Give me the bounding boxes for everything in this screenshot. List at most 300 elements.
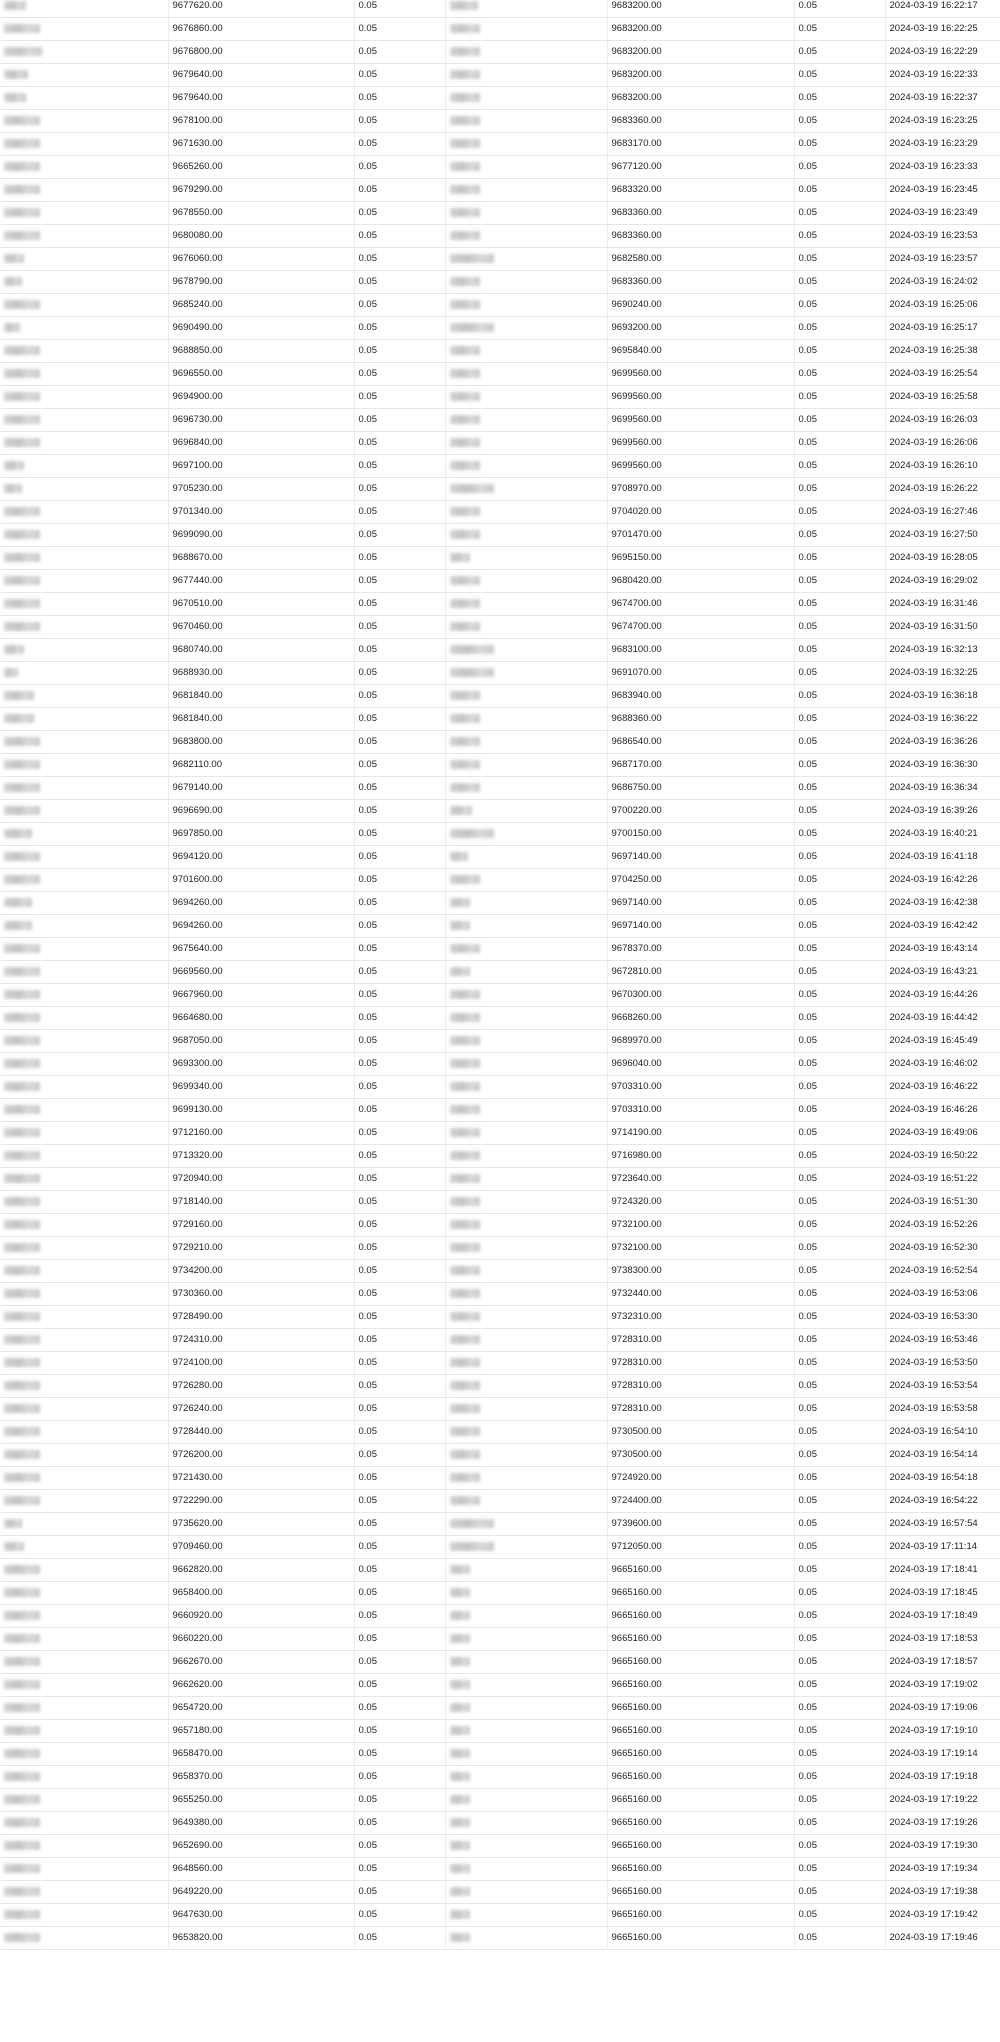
timestamp-cell: 2024-03-19 16:23:25 xyxy=(885,109,1000,132)
timestamp-cell: 2024-03-19 16:36:26 xyxy=(885,730,1000,753)
redaction-blur xyxy=(4,208,40,217)
price-b-cell: 9665160.00 xyxy=(607,1627,794,1650)
table-row xyxy=(0,1305,1000,1328)
rate-a-cell: 0.05 xyxy=(354,431,445,454)
rate-b-cell: 0.05 xyxy=(794,1581,885,1604)
timestamp-cell: 2024-03-19 16:22:37 xyxy=(885,86,1000,109)
redaction-blur xyxy=(450,277,480,286)
redacted-name-b xyxy=(445,1420,607,1443)
rate-b-cell: 0.05 xyxy=(794,684,885,707)
price-b-cell: 9732310.00 xyxy=(607,1305,794,1328)
redacted-name-a xyxy=(0,316,168,339)
redacted-name-b xyxy=(445,1144,607,1167)
price-a-cell: 9678790.00 xyxy=(168,270,354,293)
timestamp-cell: 2024-03-19 16:49:06 xyxy=(885,1121,1000,1144)
redacted-name-b xyxy=(445,1121,607,1144)
redacted-name-b xyxy=(445,1052,607,1075)
timestamp-cell: 2024-03-19 16:26:06 xyxy=(885,431,1000,454)
redacted-name-a xyxy=(0,661,168,684)
redaction-blur xyxy=(450,438,480,447)
rate-b-cell: 0.05 xyxy=(794,707,885,730)
price-a-cell: 9670510.00 xyxy=(168,592,354,615)
table-row xyxy=(0,1397,1000,1420)
redacted-name-b xyxy=(445,17,607,40)
price-a-cell: 9693300.00 xyxy=(168,1052,354,1075)
price-b-cell: 9699560.00 xyxy=(607,408,794,431)
rate-b-cell: 0.05 xyxy=(794,293,885,316)
rate-b-cell: 0.05 xyxy=(794,132,885,155)
table-row xyxy=(0,891,1000,914)
table-row xyxy=(0,1604,1000,1627)
redaction-blur xyxy=(4,1036,40,1045)
price-b-cell: 9674700.00 xyxy=(607,592,794,615)
price-b-cell: 9674700.00 xyxy=(607,615,794,638)
redaction-blur xyxy=(4,369,40,378)
price-a-cell: 9654720.00 xyxy=(168,1696,354,1719)
rate-b-cell: 0.05 xyxy=(794,1742,885,1765)
redaction-blur xyxy=(4,806,40,815)
redaction-blur xyxy=(450,875,480,884)
redaction-blur xyxy=(450,392,480,401)
redaction-blur xyxy=(4,507,40,516)
redacted-name-b xyxy=(445,1558,607,1581)
price-b-cell: 9699560.00 xyxy=(607,385,794,408)
rate-b-cell: 0.05 xyxy=(794,109,885,132)
table-row xyxy=(0,500,1000,523)
timestamp-cell: 2024-03-19 17:19:06 xyxy=(885,1696,1000,1719)
price-b-cell: 9665160.00 xyxy=(607,1673,794,1696)
redaction-blur xyxy=(4,1312,40,1321)
rate-b-cell: 0.05 xyxy=(794,1696,885,1719)
price-a-cell: 9724100.00 xyxy=(168,1351,354,1374)
redacted-name-b xyxy=(445,247,607,270)
price-b-cell: 9697140.00 xyxy=(607,914,794,937)
redacted-name-a xyxy=(0,132,168,155)
price-a-cell: 9696690.00 xyxy=(168,799,354,822)
redaction-blur xyxy=(4,1427,40,1436)
redacted-name-a xyxy=(0,1282,168,1305)
rate-b-cell: 0.05 xyxy=(794,1558,885,1581)
rate-b-cell: 0.05 xyxy=(794,1098,885,1121)
redaction-blur xyxy=(450,1036,480,1045)
redacted-name-b xyxy=(445,1926,607,1949)
redacted-name-b xyxy=(445,638,607,661)
redaction-blur xyxy=(450,1450,480,1459)
redacted-name-b xyxy=(445,316,607,339)
price-b-cell: 9697140.00 xyxy=(607,845,794,868)
timestamp-cell: 2024-03-19 16:23:57 xyxy=(885,247,1000,270)
redaction-blur xyxy=(450,530,480,539)
redacted-name-b xyxy=(445,1788,607,1811)
redaction-blur xyxy=(4,1726,40,1735)
timestamp-cell: 2024-03-19 16:40:21 xyxy=(885,822,1000,845)
price-b-cell: 9683200.00 xyxy=(607,17,794,40)
redacted-name-a xyxy=(0,40,168,63)
timestamp-cell: 2024-03-19 16:23:29 xyxy=(885,132,1000,155)
redaction-blur xyxy=(4,1795,40,1804)
price-b-cell: 9683360.00 xyxy=(607,201,794,224)
rate-b-cell: 0.05 xyxy=(794,17,885,40)
price-a-cell: 9734200.00 xyxy=(168,1259,354,1282)
redaction-blur xyxy=(4,668,18,677)
timestamp-cell: 2024-03-19 16:39:26 xyxy=(885,799,1000,822)
table-row xyxy=(0,1052,1000,1075)
rate-a-cell: 0.05 xyxy=(354,1397,445,1420)
rate-a-cell: 0.05 xyxy=(354,477,445,500)
redaction-blur xyxy=(450,1496,480,1505)
table-row xyxy=(0,592,1000,615)
rate-a-cell: 0.05 xyxy=(354,63,445,86)
redacted-name-b xyxy=(445,1535,607,1558)
table-row xyxy=(0,638,1000,661)
timestamp-cell: 2024-03-19 16:22:25 xyxy=(885,17,1000,40)
redaction-blur xyxy=(450,139,480,148)
price-a-cell: 9709460.00 xyxy=(168,1535,354,1558)
rate-a-cell: 0.05 xyxy=(354,1742,445,1765)
redaction-blur xyxy=(450,1059,480,1068)
table-row xyxy=(0,1581,1000,1604)
price-a-cell: 9677440.00 xyxy=(168,569,354,592)
redacted-name-a xyxy=(0,500,168,523)
redaction-blur xyxy=(4,1703,40,1712)
redaction-blur xyxy=(4,898,32,907)
rate-a-cell: 0.05 xyxy=(354,1466,445,1489)
redaction-blur xyxy=(4,990,40,999)
redacted-name-a xyxy=(0,1213,168,1236)
redacted-name-b xyxy=(445,224,607,247)
timestamp-cell: 2024-03-19 17:19:38 xyxy=(885,1880,1000,1903)
price-b-cell: 9683200.00 xyxy=(607,86,794,109)
redaction-blur xyxy=(4,1174,40,1183)
price-a-cell: 9671630.00 xyxy=(168,132,354,155)
table-row xyxy=(0,730,1000,753)
price-b-cell: 9695150.00 xyxy=(607,546,794,569)
redacted-name-b xyxy=(445,1466,607,1489)
rate-b-cell: 0.05 xyxy=(794,1305,885,1328)
price-b-cell: 9665160.00 xyxy=(607,1811,794,1834)
price-a-cell: 9649220.00 xyxy=(168,1880,354,1903)
timestamp-cell: 2024-03-19 16:32:25 xyxy=(885,661,1000,684)
redaction-blur xyxy=(450,622,480,631)
price-a-cell: 9679640.00 xyxy=(168,63,354,86)
price-b-cell: 9665160.00 xyxy=(607,1765,794,1788)
price-a-cell: 9728490.00 xyxy=(168,1305,354,1328)
rate-a-cell: 0.05 xyxy=(354,17,445,40)
rate-b-cell: 0.05 xyxy=(794,1351,885,1374)
price-a-cell: 9696550.00 xyxy=(168,362,354,385)
redaction-blur xyxy=(450,1519,494,1528)
price-a-cell: 9677620.00 xyxy=(168,0,354,17)
rate-a-cell: 0.05 xyxy=(354,1098,445,1121)
rate-a-cell: 0.05 xyxy=(354,339,445,362)
timestamp-cell: 2024-03-19 16:53:46 xyxy=(885,1328,1000,1351)
redacted-name-b xyxy=(445,707,607,730)
rate-a-cell: 0.05 xyxy=(354,155,445,178)
rate-b-cell: 0.05 xyxy=(794,1926,885,1949)
redacted-name-a xyxy=(0,1489,168,1512)
rate-a-cell: 0.05 xyxy=(354,362,445,385)
rate-a-cell: 0.05 xyxy=(354,592,445,615)
redaction-blur xyxy=(450,760,480,769)
timestamp-cell: 2024-03-19 16:50:22 xyxy=(885,1144,1000,1167)
timestamp-cell: 2024-03-19 16:25:54 xyxy=(885,362,1000,385)
table-row xyxy=(0,1857,1000,1880)
price-a-cell: 9678100.00 xyxy=(168,109,354,132)
redacted-name-b xyxy=(445,454,607,477)
rate-b-cell: 0.05 xyxy=(794,454,885,477)
redaction-blur xyxy=(450,645,494,654)
rate-a-cell: 0.05 xyxy=(354,247,445,270)
rate-a-cell: 0.05 xyxy=(354,1788,445,1811)
redacted-name-a xyxy=(0,1696,168,1719)
price-b-cell: 9703310.00 xyxy=(607,1075,794,1098)
rate-b-cell: 0.05 xyxy=(794,201,885,224)
redacted-name-b xyxy=(445,178,607,201)
price-b-cell: 9677120.00 xyxy=(607,155,794,178)
table-row xyxy=(0,1466,1000,1489)
table-row xyxy=(0,753,1000,776)
table-row xyxy=(0,1489,1000,1512)
rate-a-cell: 0.05 xyxy=(354,1420,445,1443)
redaction-blur xyxy=(450,254,494,263)
timestamp-cell: 2024-03-19 17:19:18 xyxy=(885,1765,1000,1788)
price-b-cell: 9680420.00 xyxy=(607,569,794,592)
price-b-cell: 9678370.00 xyxy=(607,937,794,960)
redacted-name-a xyxy=(0,155,168,178)
rate-a-cell: 0.05 xyxy=(354,1512,445,1535)
redaction-blur xyxy=(4,852,40,861)
price-a-cell: 9694260.00 xyxy=(168,891,354,914)
redacted-name-b xyxy=(445,40,607,63)
price-b-cell: 9683360.00 xyxy=(607,109,794,132)
rate-a-cell: 0.05 xyxy=(354,408,445,431)
redacted-name-b xyxy=(445,109,607,132)
redaction-blur xyxy=(450,1289,480,1298)
price-a-cell: 9722290.00 xyxy=(168,1489,354,1512)
rate-a-cell: 0.05 xyxy=(354,1006,445,1029)
rate-a-cell: 0.05 xyxy=(354,1075,445,1098)
redacted-name-a xyxy=(0,270,168,293)
table-row xyxy=(0,868,1000,891)
price-a-cell: 9688850.00 xyxy=(168,339,354,362)
redaction-blur xyxy=(450,24,480,33)
redacted-name-a xyxy=(0,983,168,1006)
redaction-blur xyxy=(450,1266,480,1275)
rate-b-cell: 0.05 xyxy=(794,1834,885,1857)
redaction-blur xyxy=(4,1128,40,1137)
redaction-blur xyxy=(4,1335,40,1344)
rate-a-cell: 0.05 xyxy=(354,224,445,247)
redaction-blur xyxy=(450,944,480,953)
redacted-name-b xyxy=(445,1075,607,1098)
price-a-cell: 9657180.00 xyxy=(168,1719,354,1742)
price-a-cell: 9669560.00 xyxy=(168,960,354,983)
price-b-cell: 9699560.00 xyxy=(607,454,794,477)
redacted-name-b xyxy=(445,1029,607,1052)
redaction-blur xyxy=(450,1818,470,1827)
price-a-cell: 9660220.00 xyxy=(168,1627,354,1650)
rate-a-cell: 0.05 xyxy=(354,960,445,983)
redaction-blur xyxy=(450,1864,470,1873)
redacted-name-a xyxy=(0,408,168,431)
table-row xyxy=(0,0,1000,17)
redaction-blur xyxy=(450,1910,470,1919)
timestamp-cell: 2024-03-19 16:46:02 xyxy=(885,1052,1000,1075)
redacted-name-b xyxy=(445,339,607,362)
rate-a-cell: 0.05 xyxy=(354,1627,445,1650)
price-b-cell: 9738300.00 xyxy=(607,1259,794,1282)
price-a-cell: 9697850.00 xyxy=(168,822,354,845)
redacted-name-a xyxy=(0,1328,168,1351)
table-row xyxy=(0,1420,1000,1443)
rate-a-cell: 0.05 xyxy=(354,454,445,477)
redaction-blur xyxy=(4,1519,22,1528)
timestamp-cell: 2024-03-19 17:19:14 xyxy=(885,1742,1000,1765)
price-a-cell: 9662820.00 xyxy=(168,1558,354,1581)
redaction-blur xyxy=(450,1588,470,1597)
table-row xyxy=(0,1811,1000,1834)
rate-b-cell: 0.05 xyxy=(794,592,885,615)
price-a-cell: 9676800.00 xyxy=(168,40,354,63)
redacted-name-a xyxy=(0,1236,168,1259)
redacted-name-a xyxy=(0,1305,168,1328)
rate-b-cell: 0.05 xyxy=(794,1052,885,1075)
price-b-cell: 9688360.00 xyxy=(607,707,794,730)
rate-a-cell: 0.05 xyxy=(354,684,445,707)
price-a-cell: 9701600.00 xyxy=(168,868,354,891)
redaction-blur xyxy=(450,921,470,930)
table-row xyxy=(0,937,1000,960)
rate-b-cell: 0.05 xyxy=(794,1213,885,1236)
redaction-blur xyxy=(4,1565,40,1574)
redacted-name-a xyxy=(0,1075,168,1098)
rate-b-cell: 0.05 xyxy=(794,1443,885,1466)
rate-b-cell: 0.05 xyxy=(794,1903,885,1926)
redacted-name-b xyxy=(445,753,607,776)
redaction-blur xyxy=(450,1151,480,1160)
redacted-name-a xyxy=(0,523,168,546)
timestamp-cell: 2024-03-19 16:53:54 xyxy=(885,1374,1000,1397)
redaction-blur xyxy=(4,1381,40,1390)
rate-b-cell: 0.05 xyxy=(794,1627,885,1650)
timestamp-cell: 2024-03-19 17:19:34 xyxy=(885,1857,1000,1880)
timestamp-cell: 2024-03-19 17:19:22 xyxy=(885,1788,1000,1811)
redaction-blur xyxy=(4,392,40,401)
price-a-cell: 9667960.00 xyxy=(168,983,354,1006)
price-b-cell: 9699560.00 xyxy=(607,362,794,385)
timestamp-cell: 2024-03-19 16:36:34 xyxy=(885,776,1000,799)
redaction-blur xyxy=(4,438,40,447)
redaction-blur xyxy=(4,300,40,309)
price-a-cell: 9679140.00 xyxy=(168,776,354,799)
redaction-blur xyxy=(4,1841,40,1850)
rate-b-cell: 0.05 xyxy=(794,1489,885,1512)
price-b-cell: 9695840.00 xyxy=(607,339,794,362)
rate-b-cell: 0.05 xyxy=(794,1857,885,1880)
redacted-name-a xyxy=(0,753,168,776)
rate-a-cell: 0.05 xyxy=(354,523,445,546)
redaction-blur xyxy=(450,1381,480,1390)
redacted-name-a xyxy=(0,1903,168,1926)
rate-b-cell: 0.05 xyxy=(794,40,885,63)
redacted-name-a xyxy=(0,1374,168,1397)
redaction-blur xyxy=(4,1266,40,1275)
redacted-name-b xyxy=(445,1673,607,1696)
rate-b-cell: 0.05 xyxy=(794,569,885,592)
rate-b-cell: 0.05 xyxy=(794,0,885,17)
price-a-cell: 9690490.00 xyxy=(168,316,354,339)
price-a-cell: 9683800.00 xyxy=(168,730,354,753)
table-row xyxy=(0,615,1000,638)
redacted-name-a xyxy=(0,615,168,638)
rate-a-cell: 0.05 xyxy=(354,1236,445,1259)
redaction-blur xyxy=(450,829,494,838)
redacted-name-b xyxy=(445,1765,607,1788)
redaction-blur xyxy=(450,47,480,56)
table-row xyxy=(0,1788,1000,1811)
price-b-cell: 9701470.00 xyxy=(607,523,794,546)
rate-a-cell: 0.05 xyxy=(354,86,445,109)
rate-a-cell: 0.05 xyxy=(354,1926,445,1949)
redacted-name-b xyxy=(445,868,607,891)
price-a-cell: 9680740.00 xyxy=(168,638,354,661)
timestamp-cell: 2024-03-19 16:32:13 xyxy=(885,638,1000,661)
rate-b-cell: 0.05 xyxy=(794,1719,885,1742)
rate-b-cell: 0.05 xyxy=(794,1420,885,1443)
rate-a-cell: 0.05 xyxy=(354,983,445,1006)
price-a-cell: 9675640.00 xyxy=(168,937,354,960)
redaction-blur xyxy=(4,1473,40,1482)
price-a-cell: 9649380.00 xyxy=(168,1811,354,1834)
redacted-name-b xyxy=(445,822,607,845)
redaction-blur xyxy=(4,185,40,194)
timestamp-cell: 2024-03-19 17:18:57 xyxy=(885,1650,1000,1673)
timestamp-cell: 2024-03-19 16:25:38 xyxy=(885,339,1000,362)
redaction-blur xyxy=(4,93,26,102)
redacted-name-b xyxy=(445,799,607,822)
price-b-cell: 9665160.00 xyxy=(607,1788,794,1811)
redacted-name-b xyxy=(445,845,607,868)
redaction-blur xyxy=(4,1450,40,1459)
price-b-cell: 9683360.00 xyxy=(607,270,794,293)
redaction-blur xyxy=(450,1105,480,1114)
redaction-blur xyxy=(4,24,40,33)
price-b-cell: 9665160.00 xyxy=(607,1558,794,1581)
timestamp-cell: 2024-03-19 16:23:33 xyxy=(885,155,1000,178)
rate-b-cell: 0.05 xyxy=(794,339,885,362)
redacted-name-b xyxy=(445,1742,607,1765)
table-row xyxy=(0,914,1000,937)
price-a-cell: 9676060.00 xyxy=(168,247,354,270)
rate-a-cell: 0.05 xyxy=(354,1190,445,1213)
rate-b-cell: 0.05 xyxy=(794,638,885,661)
timestamp-cell: 2024-03-19 16:53:50 xyxy=(885,1351,1000,1374)
redaction-blur xyxy=(4,1197,40,1206)
redaction-blur xyxy=(4,1634,40,1643)
redacted-name-b xyxy=(445,408,607,431)
table-row xyxy=(0,1006,1000,1029)
redacted-name-b xyxy=(445,1719,607,1742)
table-row xyxy=(0,1696,1000,1719)
table-row xyxy=(0,40,1000,63)
redaction-blur xyxy=(4,1749,40,1758)
table-row xyxy=(0,293,1000,316)
redacted-name-a xyxy=(0,1512,168,1535)
redacted-name-a xyxy=(0,109,168,132)
timestamp-cell: 2024-03-19 16:26:03 xyxy=(885,408,1000,431)
price-b-cell: 9724400.00 xyxy=(607,1489,794,1512)
redacted-name-b xyxy=(445,1903,607,1926)
